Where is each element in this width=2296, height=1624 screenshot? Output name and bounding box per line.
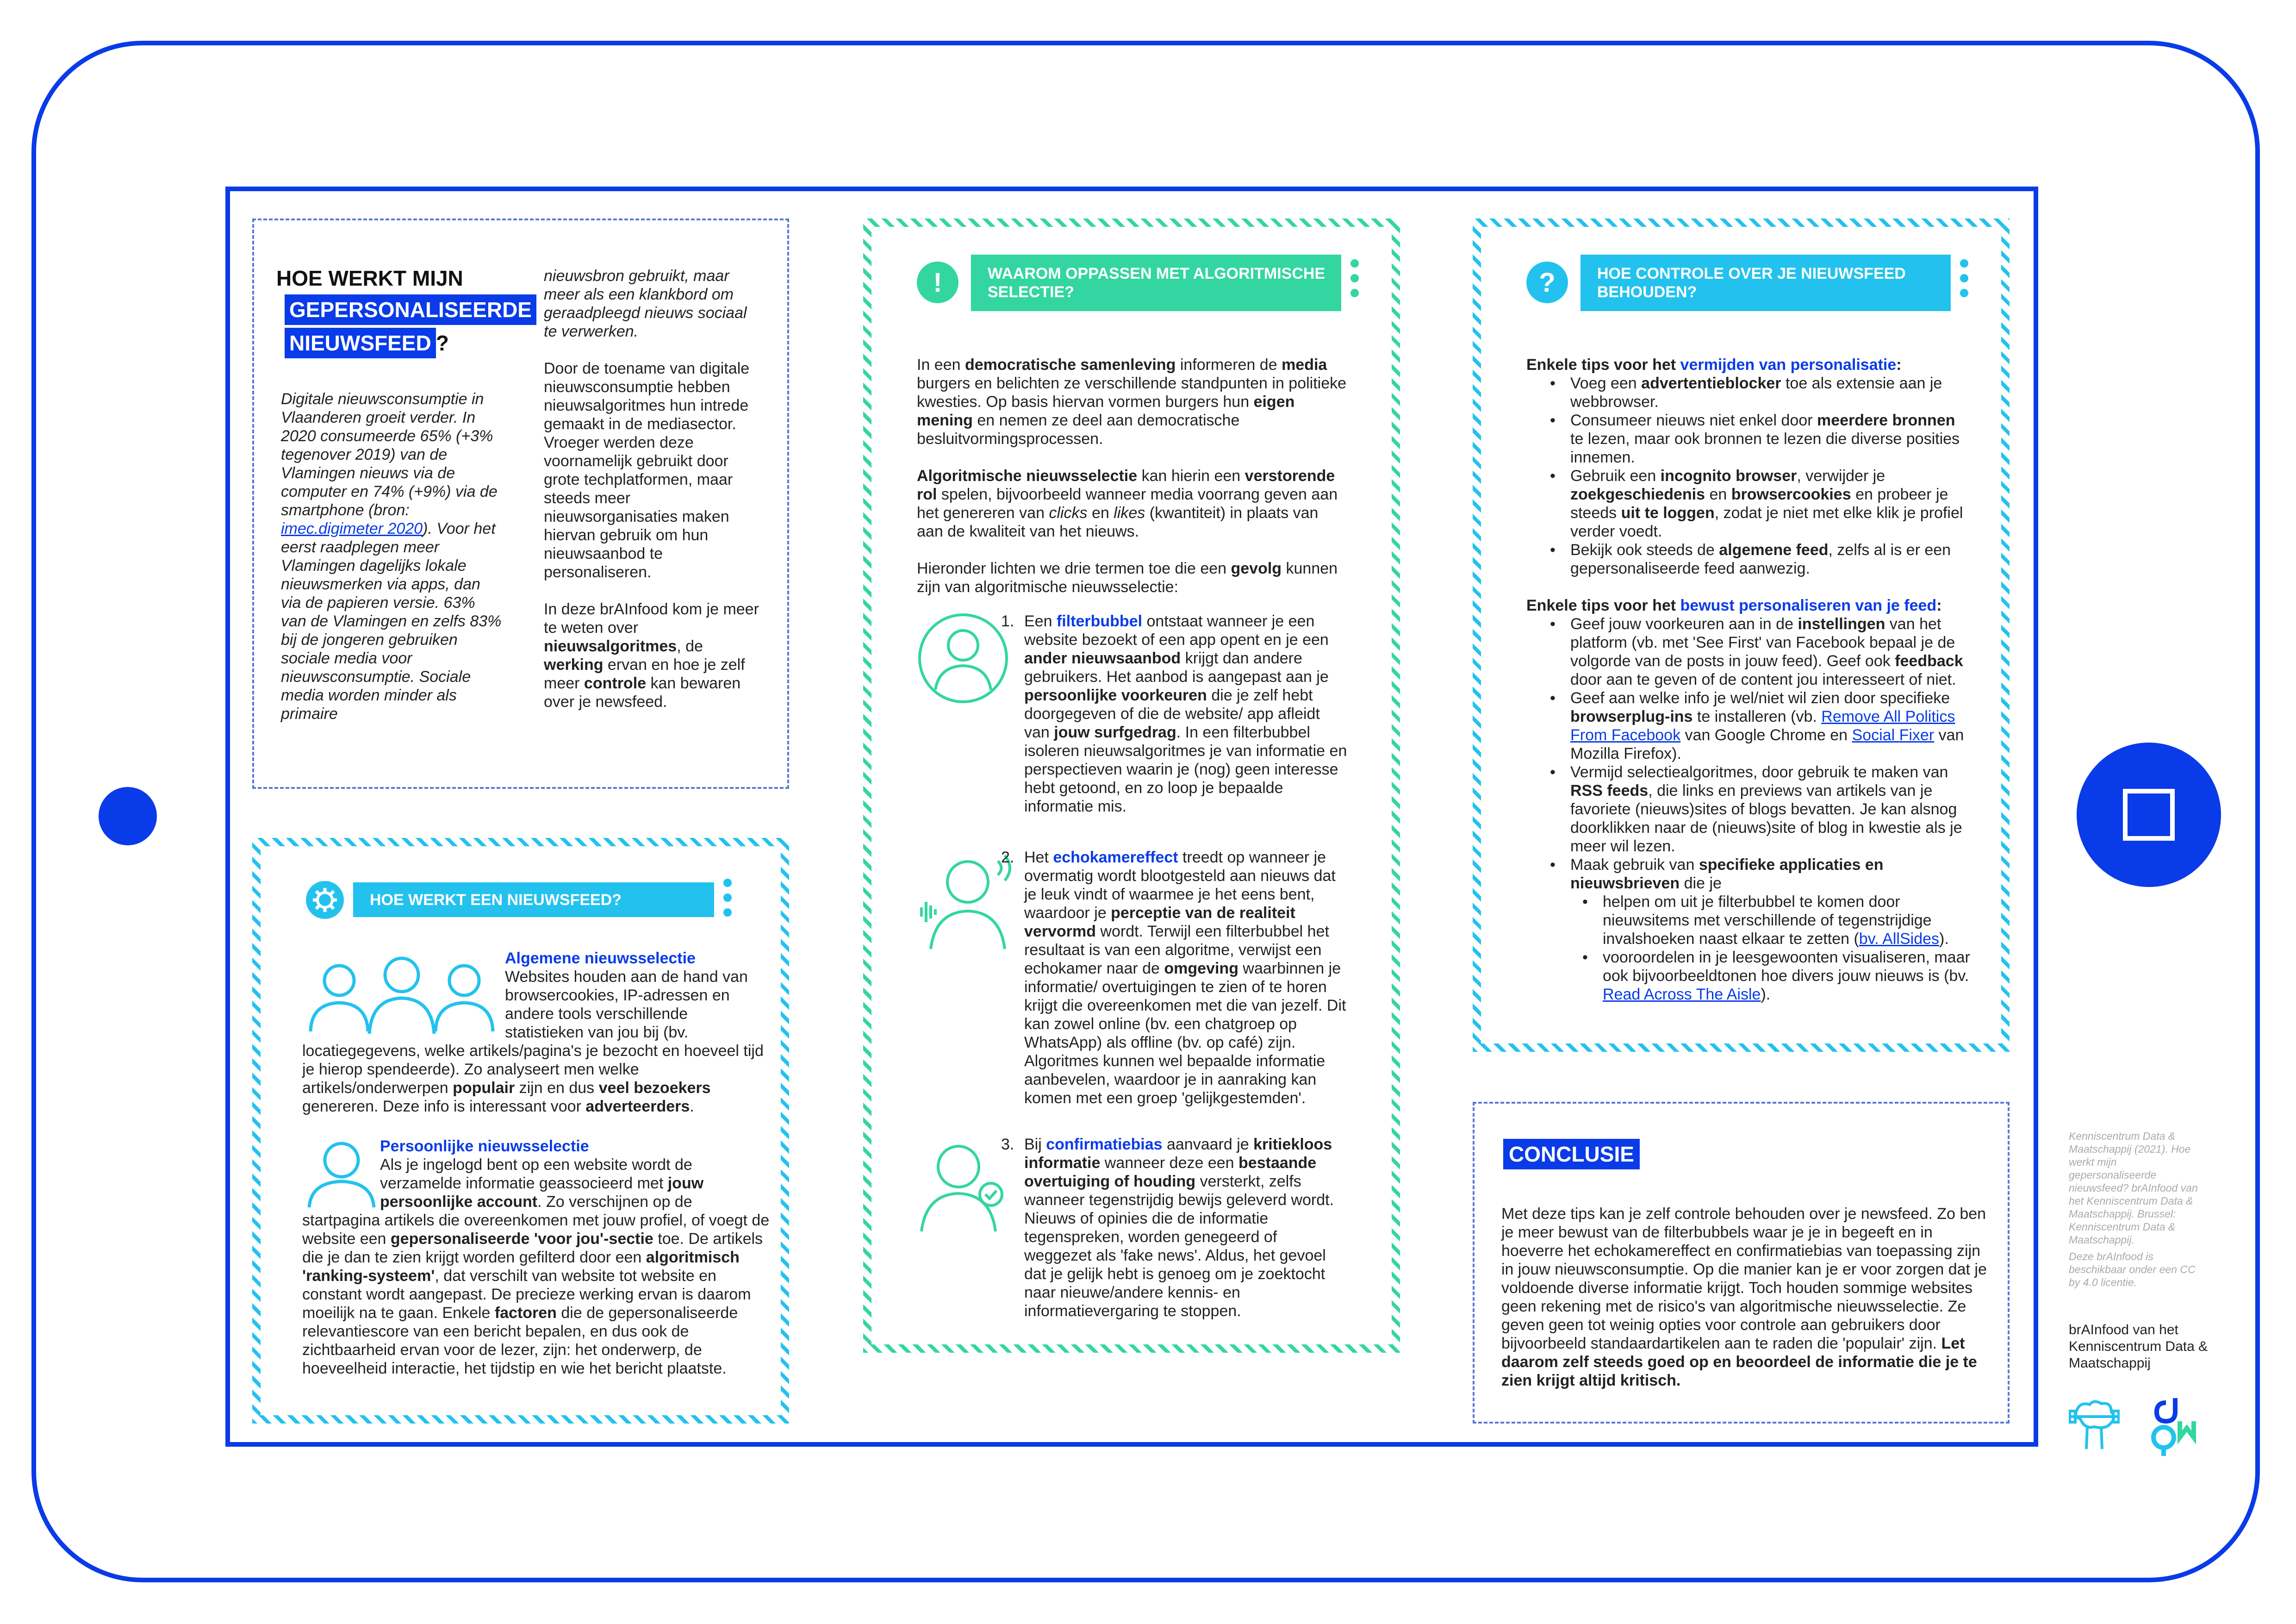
p3-para1: [917, 356, 1347, 448]
t: waarbinnen je informatie/ overtuigingen te zien of te horen krijgt die overeenkomen met die van jezelf. Dit kan zowel online (bv. een chatgroep op WhatsApp) als offline (bv. op café) zijn. Algoritmes kunnen wel bepaalde informatie aanbevelen, waardoor je in aanraking kan komen met een groep 'gelijkgestemden'.: [1024, 960, 1346, 1107]
panel4-title: HOE CONTROLE OVER JE NIEUWSFEED BEHOUDEN?: [1580, 255, 1951, 311]
p3-para3: [917, 559, 1347, 596]
t: populair: [453, 1079, 515, 1097]
term2-num: 2.: [1001, 849, 1014, 866]
term3: [1001, 1135, 1348, 1320]
t: algemene feed: [1719, 541, 1829, 559]
t: nieuwsalgoritmes: [544, 637, 677, 655]
intro-col2-italic: nieuwsbron gebruikt, maar meer als een klankbord om geraadpleegd nieuws sociaal te verwerken.: [544, 267, 747, 340]
list-item: [1570, 689, 1971, 763]
t: ontstaat wanneer je een website bezoekt of een app opent en je een: [1024, 612, 1329, 649]
tips1-heading: [1526, 356, 1971, 374]
t: werking: [544, 656, 604, 674]
t: browsercookies: [1731, 486, 1851, 503]
term1-num: 1.: [1001, 612, 1014, 630]
t: Hieronder lichten we drie termen toe die een: [917, 560, 1231, 577]
t: .: [690, 1098, 694, 1115]
float-spacer: [302, 949, 505, 1032]
t: van het platform (vb. met 'See First' van Facebook bepaal je de volgorde van de posts in jouw feed). Geef ook: [1570, 615, 1955, 670]
t: aanvaard je: [1162, 1136, 1254, 1153]
t: te lezen, maar ook bronnen te lezen die diverse posities innemen.: [1570, 430, 1960, 466]
list-item: [1570, 763, 1971, 856]
more-dots-icon[interactable]: [1350, 259, 1359, 304]
t: vooroordelen in je leesgewoonten visualiseren, maar ook bijvoorbeeldtonen hoe divers jouw nieuws is (bv.: [1603, 949, 1970, 985]
link-remove-politics[interactable]: Remove All Politics From Facebook: [1570, 708, 1955, 744]
t: specifieke applicaties en nieuwsbrieven: [1570, 856, 1884, 892]
exclamation-icon: !: [917, 262, 958, 303]
t: Met deze tips kan je zelf controle behouden over je newsfeed. Zo ben je meer bewust van de filterbubbels waar je je in begeeft en in hoeverre het echokamereffect en confirmatiebias van toepassing zijn in jouw nieuwsconsumptie. Op die manier kan je er voor zorgen dat je voldoende diverse informatie krijgt. Toch houden sommige websites geen rekening met de risico's van algoritmische nieuwsselectie. Ze geven geen tot weinig opties voor controle aan gebruikers door bijvoorbeeld standaardartikelen aan te raden die 'populair' zijn.: [1501, 1205, 1987, 1352]
t: verstorende rol: [917, 467, 1335, 503]
square-icon: [2123, 789, 2175, 841]
t: eigen mening: [917, 393, 1295, 429]
list-item: [1570, 856, 1971, 1004]
t: toe als extensie aan je webbrowser.: [1570, 375, 1942, 411]
t: burgers en belichten ze verschillende standpunten in politieke kwesties. Op basis hiervan vormen burgers hun: [917, 375, 1347, 411]
question-icon: ?: [1526, 262, 1568, 303]
t: en: [1705, 486, 1731, 503]
t: ervan en hoe je zelf meer: [544, 656, 745, 692]
intro-col1: [281, 390, 503, 723]
t: jouw persoonlijke account: [380, 1174, 704, 1211]
t: , dat verschilt van website tot website en constant wordt aangepast. De precieze werking ervan is daarom moeilijk na te gaan. Enkele: [302, 1267, 751, 1322]
t: likes: [1114, 504, 1145, 522]
t: toe. De artikels die je dan te zien krijgt worden gefilterd door een: [302, 1230, 763, 1266]
term1: [1001, 612, 1348, 816]
more-dots-icon[interactable]: [723, 879, 732, 923]
s2-text: [302, 1137, 770, 1378]
panel2-title: HOE WERKT EEN NIEUWSFEED?: [353, 882, 714, 917]
t: wanneer deze een: [1100, 1154, 1239, 1172]
t: Het: [1024, 849, 1053, 866]
t: vermijden van personalisatie: [1680, 356, 1897, 374]
list-item: [1603, 893, 1971, 948]
more-dots-icon[interactable]: [1960, 259, 1968, 304]
t: bewust personaliseren van je feed: [1680, 597, 1937, 614]
citation: Kenniscentrum Data & Maatschappij (2021). Hoe werkt mijn gepersonaliseerde nieuwsfeed? brAInfood van het Kenniscentrum Data & Maatschappij. Brussel: Kenniscentrum Data & Maatschappij.: [2069, 1130, 2198, 1246]
t: Geef jouw voorkeuren aan in de: [1570, 615, 1798, 633]
panel-why-careful: [863, 219, 1400, 1353]
panel3-title: WAAROM OPPASSEN MET ALGORITMISCHE SELECTIE?: [971, 255, 1341, 311]
float-spacer: [302, 1137, 380, 1211]
camera-dot: [99, 787, 157, 845]
t: controle: [584, 675, 647, 692]
t: kritiekloos informatie: [1024, 1136, 1332, 1172]
t: informeren de: [1176, 356, 1282, 374]
t: spelen, bijvoorbeeld wanneer media voorrang geven aan het genereren van: [917, 486, 1338, 522]
t: gepersonaliseerde 'voor jou'-sectie: [390, 1230, 653, 1248]
t: instellingen: [1798, 615, 1885, 633]
t: . In een filterbubbel isoleren nieuwsalgoritmes je van informatie en perspectieven waarin je (nog) geen interesse hebt getoond, en zo loop je bepaalde informatie mis.: [1024, 724, 1347, 815]
sub-list: [1570, 893, 1971, 1004]
t: :: [1936, 597, 1942, 614]
credit: brAInfood van het Kenniscentrum Data & Maatschappij: [2069, 1322, 2208, 1371]
t: Consumeer nieuws niet enkel door: [1570, 412, 1817, 429]
t: Algoritmische nieuwsselectie: [917, 467, 1138, 485]
intro-text-b: ). Voor het eerst raadplegen meer Vlamingen dagelijks lokale nieuwsmerken via apps, dan via de papieren versie. 63% van de Vlamingen en zelfs 83% bij de jongeren gebruiken sociale media voor nieuwsconsumptie. Sociale media worden minder als primaire: [281, 520, 502, 723]
intro-link-digimeter[interactable]: imec.digimeter 2020: [281, 520, 423, 537]
t: media: [1282, 356, 1327, 374]
dm-logo-icon: [2138, 1393, 2203, 1458]
t: advertentieblocker: [1641, 375, 1781, 392]
s1-title: Algemene nieuwsselectie: [505, 949, 696, 967]
t: kunnen zijn van algoritmische nieuwsselectie:: [917, 560, 1338, 596]
t: Maak gebruik van: [1570, 856, 1699, 874]
intro-title-q: ?: [436, 331, 449, 355]
t: algoritmisch 'ranking-systeem': [302, 1249, 740, 1285]
conclusion-title: CONCLUSIE: [1503, 1139, 1640, 1169]
link-social-fixer[interactable]: Social Fixer: [1852, 726, 1935, 744]
t: die je: [1680, 874, 1722, 892]
t: door aan te geven of de content jou interesseert of niet.: [1570, 671, 1956, 688]
t: meerdere bronnen: [1817, 412, 1955, 429]
t: uit te loggen: [1621, 504, 1715, 522]
t: Een: [1024, 612, 1057, 630]
term3-num: 3.: [1001, 1136, 1014, 1153]
panel-control: [1473, 219, 2010, 1052]
t: treedt op wanneer je overmatig wordt blootgesteld aan nieuws dat je leuk vindt of waarmee je het eens bent, waardoor je: [1024, 849, 1336, 922]
t: perceptie van de realiteit vervormd: [1024, 904, 1295, 940]
panel-conclusion: [1473, 1102, 2010, 1424]
list-item: [1570, 467, 1971, 541]
gear-icon: [306, 881, 344, 919]
intro-title-line1: HOE WERKT MIJN: [276, 266, 463, 290]
t: (kwantiteit) in plaats van aan de kwaliteit van het nieuws.: [917, 504, 1319, 540]
brain-dumbbell-logo-icon: [2069, 1398, 2120, 1454]
t: Let daarom zelf steeds goed op en beoordeel de informatie die je te zien krijgt altijd kritisch.: [1501, 1335, 1977, 1389]
t: versterkt, zelfs wanneer tegenstrijdig bewijs geleverd wordt. Nieuws of opinies die de informatie tegenspreken, worden genegeerd of weggezet als 'fake news'. Aldus, het gevoel dat je gelijk hebt is genoeg om je zoektocht naar nieuwe/andere kennis- en informatievergaring te stoppen.: [1024, 1173, 1334, 1320]
t: die de gepersonaliseerde relevantiescore van een bericht bepalen, en dus ook de zichtbaarheid ervan voor de lezer, zijn: het onderwerp, de hoeveelheid interactie, het tijdstip en wie het bericht plaatste.: [302, 1304, 738, 1377]
t: , zodat je niet met elke klik je profiel verder voedt.: [1570, 504, 1963, 540]
s1-text: [302, 949, 770, 1116]
t: Geef aan welke info je wel/niet wil zien door specifieke: [1570, 689, 1950, 707]
t: Websites houden aan de hand van browsercookies, IP-adressen en andere tools verschillende statistieken van jou bij (bv. locatiegegevens, welke artikels/pagina's je bezocht en hoeveel tijd je hierop spendeerde). Zo analyseert men welke artikels/onderwerpen: [302, 968, 764, 1097]
t: feedback: [1895, 652, 1963, 670]
t: Bij: [1024, 1136, 1046, 1153]
t: incognito browser: [1660, 467, 1797, 485]
t: omgeving: [1164, 960, 1238, 977]
t: Gebruik een: [1570, 467, 1661, 485]
panel-how-feed: [252, 838, 789, 1424]
t: die je zelf hebt doorgegeven of die de website/ app afleidt van: [1024, 687, 1320, 741]
filterbubble-icon: [917, 612, 1009, 705]
t: en nemen ze deel aan democratische besluitvormingsprocessen.: [917, 412, 1240, 448]
t: adverteerders: [585, 1098, 690, 1115]
link-read-across[interactable]: Read Across The Aisle: [1603, 986, 1761, 1003]
t: veel bezoekers: [598, 1079, 711, 1097]
t: ).: [1761, 986, 1771, 1003]
t: clicks: [1049, 504, 1088, 522]
panel-intro: [252, 219, 789, 789]
t: , verwijder je: [1797, 467, 1885, 485]
t: en probeer je steeds: [1570, 486, 1948, 522]
term3-title: confirmatiebias: [1046, 1136, 1163, 1153]
term2: [1001, 848, 1348, 1107]
term2-title: echokamereffect: [1053, 849, 1178, 866]
intro-text-a: Digitale nieuwsconsumptie in Vlaanderen groeit verder. In 2020 consumeerde 65% (+3% tegenover 2019) van de Vlamingen nieuws via de computer en 74% (+9%) via de smartphone (bron:: [281, 390, 498, 519]
t: , die links en previews van artikels van je favoriete (nieuws)sites of blogs bevatten. Je kan alsnog doorklikken naar de (nieuws)site of blog in kwestie als je meer wil lezen.: [1570, 782, 1962, 855]
t: Bekijk ook steeds de: [1570, 541, 1719, 559]
t: bestaande overtuiging of houding: [1024, 1154, 1317, 1190]
t: Als je ingelogd bent op een website wordt de verzamelde informatie geassocieerd met: [380, 1156, 692, 1192]
t: ).: [1939, 930, 1949, 948]
home-button[interactable]: [2077, 743, 2221, 887]
t: Vermijd selectiealgoritmes, door gebruik te maken van: [1570, 763, 1948, 781]
t: , de: [677, 637, 703, 655]
term1-title: filterbubbel: [1056, 612, 1143, 630]
conclusion-title-wrap: [1503, 1139, 1640, 1169]
t: Enkele tips voor het: [1526, 597, 1680, 614]
t: democratische samenleving: [964, 356, 1176, 374]
tips2-list: [1526, 615, 1971, 1004]
list-item: [1570, 411, 1971, 467]
t: en: [1087, 504, 1114, 522]
t: factoren: [494, 1304, 557, 1322]
tips1-list: [1526, 374, 1971, 578]
panel4-content: [1526, 356, 1971, 1004]
t: helpen om uit je filterbubbel te komen door nieuwsitems met verschillende of tegenstrijdige invalshoeken naast elkaar te zetten (: [1603, 893, 1932, 948]
t: jouw surfgedrag: [1054, 724, 1176, 741]
t: krijgt dan andere gebruikers. Het aanbod is aangepast aan je: [1024, 650, 1329, 686]
t: zijn en dus: [515, 1079, 599, 1097]
t: RSS feeds: [1570, 782, 1649, 800]
t: wordt. Terwijl een filterbubbel het resultaat is van een algoritme, verwijst een echokamer naar de: [1024, 923, 1329, 977]
intro-title-hl2: NIEUWSFEED: [285, 328, 436, 358]
t: kan bewaren over je newsfeed.: [544, 675, 741, 711]
t: gevolg: [1231, 560, 1282, 577]
t: persoonlijke voorkeuren: [1024, 687, 1207, 704]
list-item: [1570, 374, 1971, 411]
intro-col2-p3: [544, 600, 761, 711]
list-item: [1570, 615, 1971, 689]
list-item: [1603, 948, 1971, 1004]
license: Deze brAInfood is beschikbaar onder een CC by 4.0 licentie.: [2069, 1250, 2196, 1288]
t: In deze brAInfood kom je meer te weten over: [544, 600, 759, 637]
panel3-intro: [917, 356, 1347, 596]
p3-para2: [917, 467, 1347, 541]
list-item: [1570, 541, 1971, 578]
intro-title-highlight: [285, 294, 536, 358]
t: :: [1896, 356, 1902, 374]
intro-col2: [544, 267, 761, 711]
t: van Google Chrome en: [1680, 726, 1852, 744]
t: . Zo verschijnen op de startpagina artikels die overeenkomen met jouw profiel, of voegt de website een: [302, 1193, 770, 1248]
t: zoekgeschiedenis: [1570, 486, 1705, 503]
t: van Mozilla Firefox).: [1570, 726, 1964, 762]
t: te installeren (vb.: [1692, 708, 1822, 725]
s2-title: Persoonlijke nieuwsselectie: [380, 1137, 589, 1155]
t: In een: [917, 356, 965, 374]
link-allsides[interactable]: bv. AllSides: [1859, 930, 1940, 948]
intro-title-hl1: GEPERSONALISEERDE: [285, 294, 536, 325]
t: Enkele tips voor het: [1526, 356, 1680, 374]
conclusion-text: [1501, 1205, 1987, 1390]
t: kan hierin een: [1137, 467, 1245, 485]
tips2-heading: [1526, 596, 1971, 615]
t: , zelfs al is er een gepersonaliseerde feed aanwezig.: [1570, 541, 1951, 577]
t: Voeg een: [1570, 375, 1642, 392]
intro-col2-p2: Door de toename van digitale nieuwsconsumptie hebben nieuwsalgoritmes hun intrede gemaakt in de mediasector. Vroeger werden deze voornamelijk gebruikt door grote techplatformen, maar steeds meer nieuwsorganisaties maken hiervan gebruik om hun nieuwsaanbod te personaliseren.: [544, 360, 750, 581]
t: genereren. Deze info is interessant voor: [302, 1098, 586, 1115]
t: ander nieuwsaanbod: [1024, 650, 1181, 667]
t: browserplug-ins: [1570, 708, 1693, 725]
